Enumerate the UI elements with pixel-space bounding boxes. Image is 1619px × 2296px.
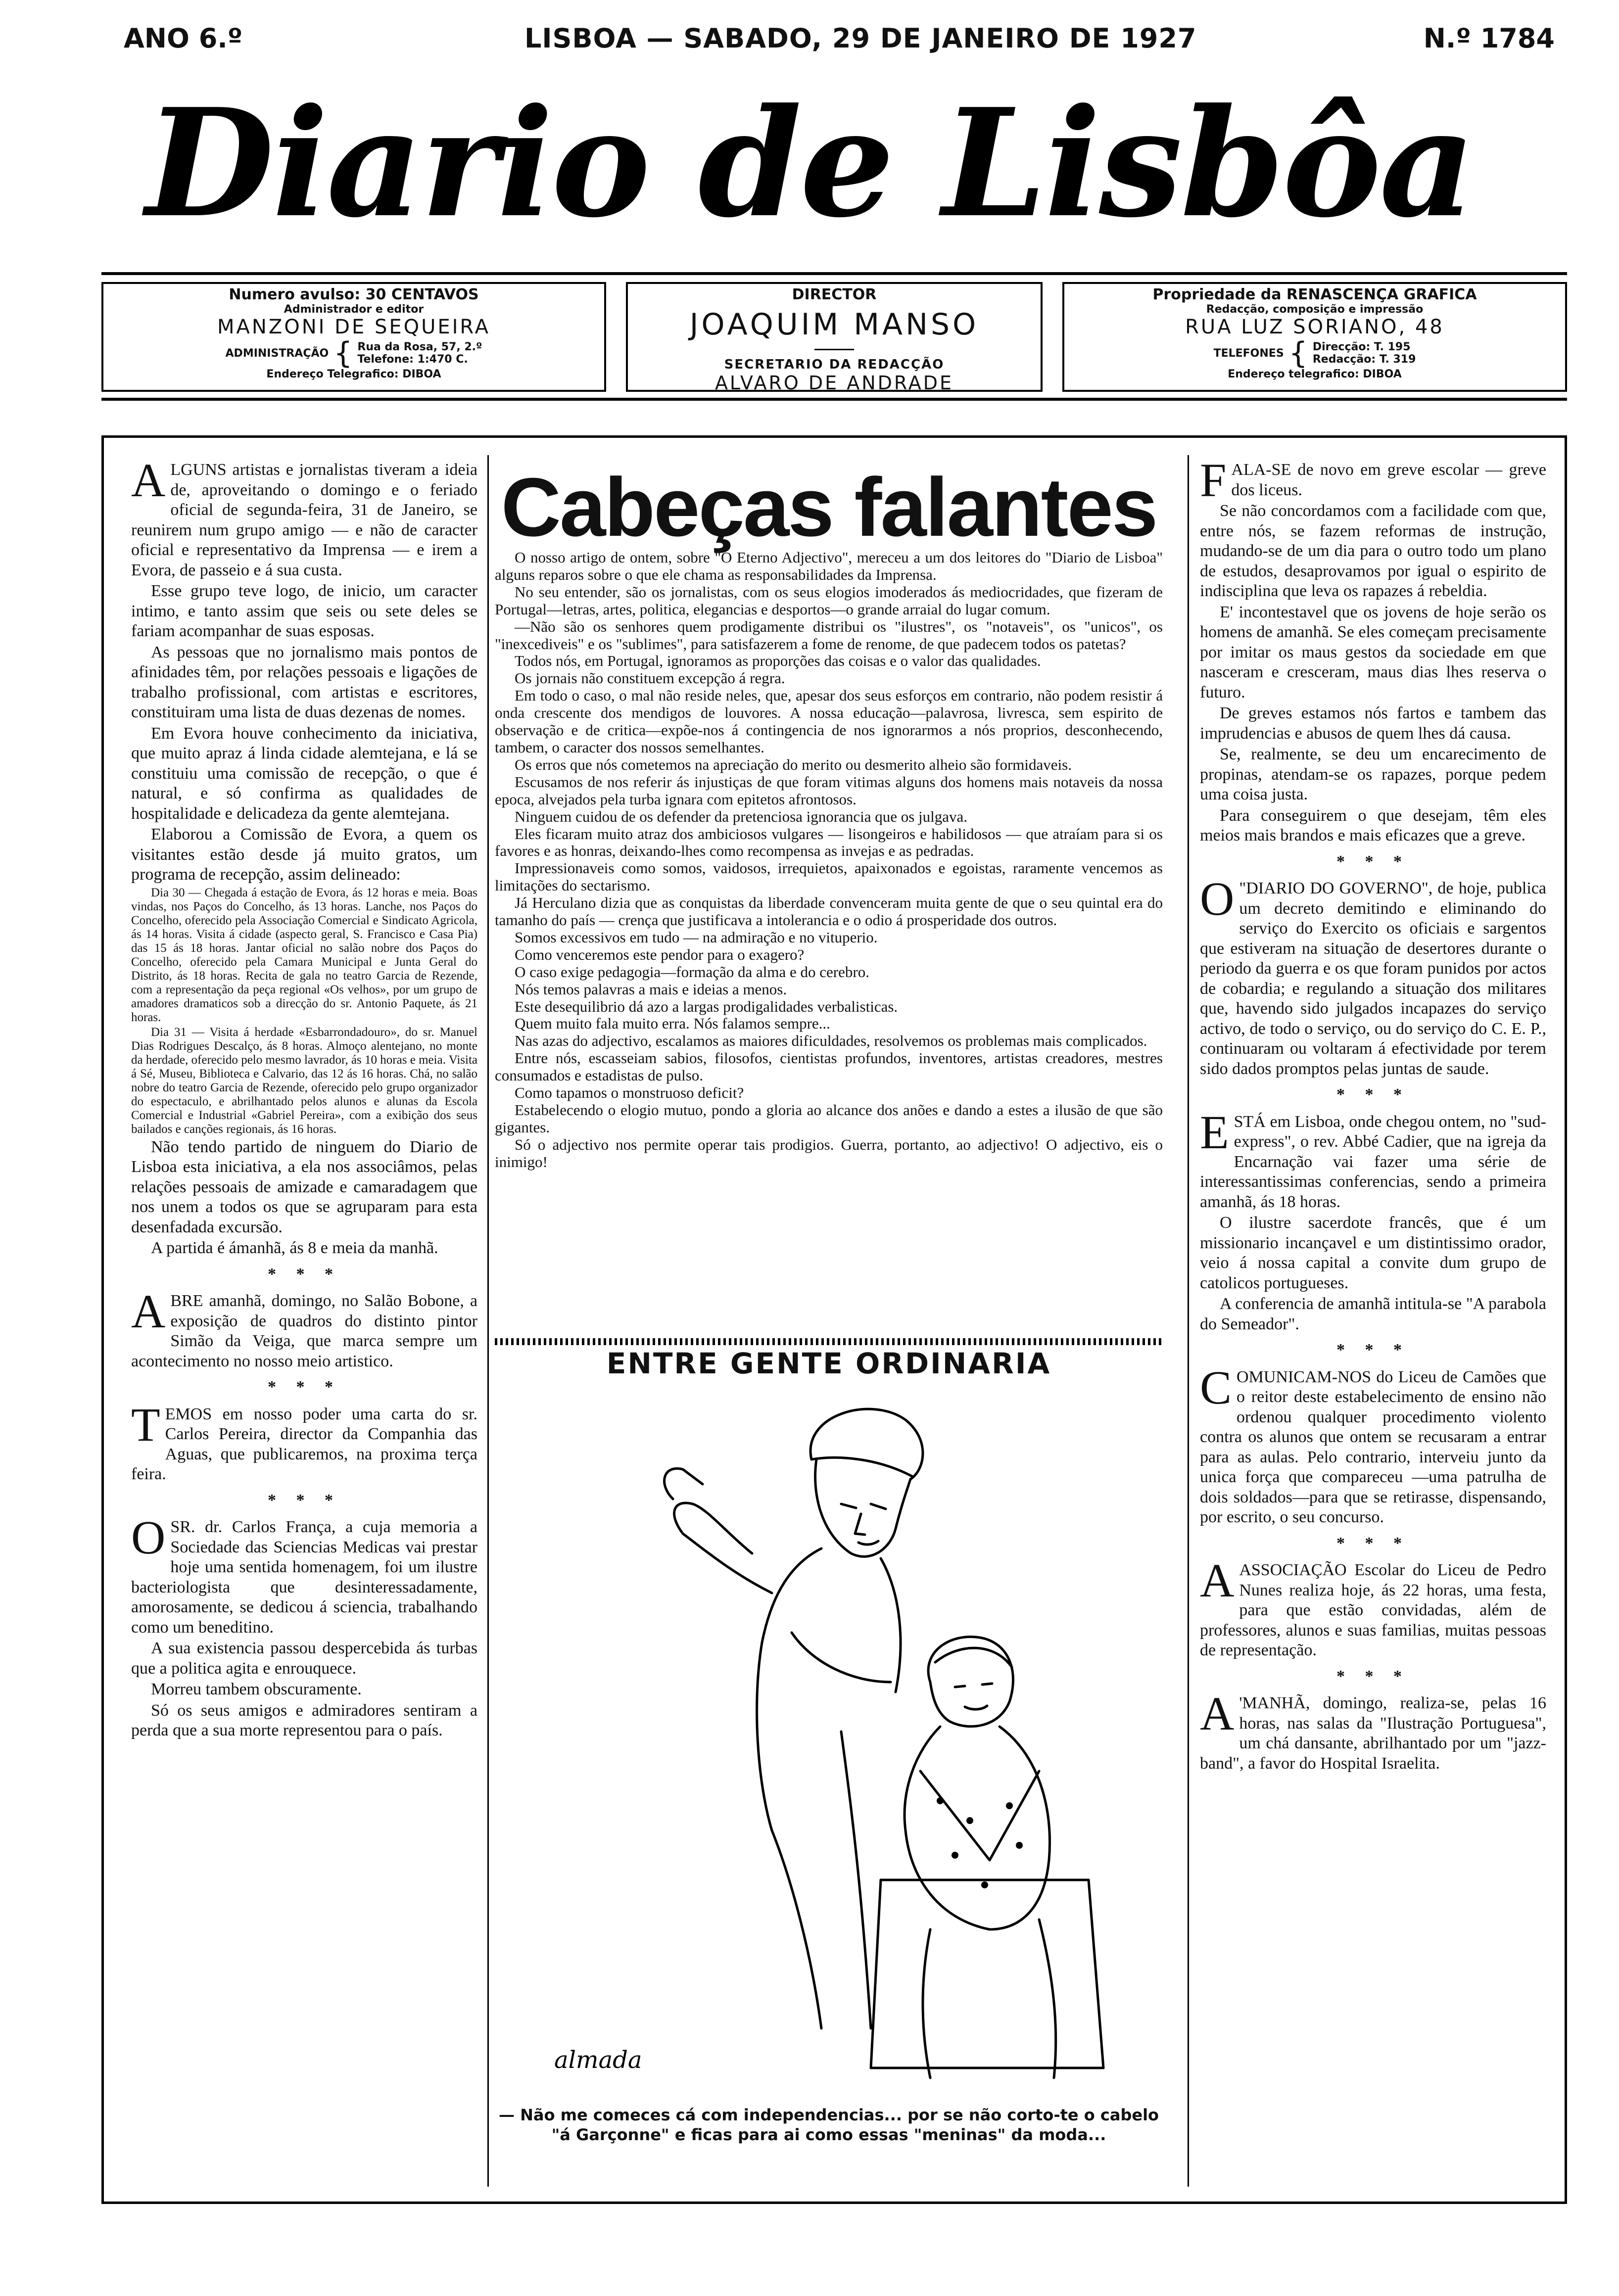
- article-abbe-cadier: ESTÁ em Lisboa, onde chegou ontem, no "sud-express", o rev. Abbé Cadier, que na igreja da Encarnação vai fazer uma série de interessantissimas conferencias, sendo a primeira amanhã, ás 18 horas.: [1200, 1105, 1546, 1211]
- cartoon-title: ENTRE GENTE ORDINARIA: [606, 1347, 1051, 1380]
- admin-box: [101, 282, 606, 392]
- cartoon-separator: [495, 1338, 1163, 1345]
- paragraph: Elaborou a Comissão de Evora, a quem os visitantes estão desde já muito gratos, um programa de recepção, assim delineado:: [131, 825, 477, 884]
- paragraph: Só os seus amigos e admiradores sentiram a perda que a sua morte representou para o país.: [131, 1701, 477, 1739]
- paragraph: Se, realmente, se deu um encarecimento de propinas, atendam-se os rapazes, porque pedem uma coisa justa.: [1200, 745, 1546, 803]
- section-separator: * * *: [1336, 1085, 1410, 1104]
- property-line: Propriedade da RENASCENÇA GRAFICA: [1152, 286, 1477, 303]
- section-separator: * * *: [268, 1491, 341, 1509]
- artist-signature: almada: [554, 2046, 642, 2074]
- section-separator: * * *: [1336, 1341, 1410, 1359]
- program-day-31: Dia 31 — Visita á herdade «Esbarrondadouro», do sr. Manuel Dias Rodrigues Descalço, ás 8 horas. Almoço alentejano, no monte da herdade, oferecido pelo mesmo lavrador, ás 10 horas e meia. Visita á Sé, Museu, Biblioteca e Calvario, das 12 ás 16 horas. Chá, no salão nobre do teatro Garcia de Rezende, oferecido pelo grupo organizador do espectaculo, e abrilhantado pelos alunos e alunas da Escola Comercial e Industrial «Gabriel Pereira», com a exibição dos seus bailados e canções regionais, ás 16 horas.: [131, 1025, 477, 1136]
- director-label: DIRECTOR: [792, 286, 877, 303]
- paragraph: Morreu tambem obscuramente.: [151, 1680, 362, 1698]
- admin-telegraph: Endereço Telegrafico: DIBOA: [266, 368, 441, 380]
- admin-address: ADMINISTRAÇÃO { Rua da Rosa, 57, 2.º Telefone: 1:470 C.: [225, 336, 482, 371]
- section-separator: * * *: [1336, 1534, 1410, 1552]
- article-exposition: ABRE amanhã, domingo, no Salão Bobone, a exposição de quadros do distinto pintor Simão da Veiga, que marca sempre um acontecimento no nosso meio artistico.: [131, 1285, 477, 1370]
- property-role: Redacção, composição e impressão: [1206, 303, 1424, 316]
- headline: Cabeças falantes: [501, 461, 1157, 554]
- article-cha-dansante: A 'MANHÃ, domingo, realiza-se, pelas 16 horas, nas salas da "Ilustração Portuguesa", um chá dansante, abrilhantado por um "jazz-band", a favor do Hospital Israelita.: [1200, 1687, 1546, 1773]
- dateline-bar: [0, 23, 1619, 57]
- article-evora-excursion: ALGUNS artistas e jornalistas tiveram a ideia de, aproveitando o domingo e o feriado oficial de segunda-feira, 31 de Janeiro, se reunirem num grupo amigo — e não de caracter oficial e representativo da Imprensa — e irem a Evora, de passeio e á sua custa.: [131, 454, 477, 579]
- cartoon-caption: — Não me comeces cá com independencias... por se não corto-te o cabelo "á Garçonne" e ficas para ai como essas "meninas" da moda...: [498, 2106, 1159, 2144]
- price-line: Numero avulso: 30 CENTAVOS: [229, 286, 479, 303]
- program-day-30: Dia 30 — Chegada á estação de Evora, ás 12 horas e meia. Boas vindas, nos Paços do Concelho, ás 13 horas. Lanche, nos Paços do Concelho, oferecido pela Associação Comercial e Sindicato Agricola, ás 14 horas. Visita á cidade (aspecto geral, S. Francisco e Casa Pia) das 15 ás 18 horas. Jantar oficial no salão nobre dos Paços do Concelho, oferecido pela Camara Municipal e Junta Geral do Distrito, ás 18 horas. Recita de gala no teatro Garcia de Rezende, com a representação da peça regional «Os velhos», por um grupo de amadores dramaticos sob a direcção do sr. Antonio Paquete, ás 21 horas.: [131, 886, 477, 1024]
- article-pedro-nunes: AASSOCIAÇÃO Escolar do Liceu de Pedro Nunes realiza hoje, ás 22 horas, uma festa, para que estão convidadas, além de professores, alunos e suas familias, muitas pessoas de representação.: [1200, 1554, 1546, 1659]
- property-address: RUA LUZ SORIANO, 48: [1185, 316, 1444, 338]
- column-rule-left: [487, 455, 489, 2187]
- shawl-stars: [937, 1797, 1023, 1888]
- masthead: Diario de Lisbôa: [145, 76, 1474, 250]
- section-separator: * * *: [268, 1265, 341, 1283]
- article-carlos-franca: OSR. dr. Carlos França, a cuja memoria a Sociedade das Sciencias Medicas vai prestar hoje uma sentida homenagem, foi um ilustre bacteriologista que desinteressadamente, amorosamente, se dedicou á sciencia, trabalhando como um beneditino.: [131, 1511, 477, 1637]
- right-column: [1200, 454, 1546, 1775]
- paragraph: De greves estamos nós fartos e tambem das imprudencias e abusos de quem lhes dá causa.: [1200, 704, 1546, 743]
- property-telegraph: Endereço telegrafico: DIBOA: [1228, 368, 1402, 380]
- paragraph: A conferencia de amanhã intitula-se "A parabola do Semeador".: [1200, 1295, 1546, 1333]
- section-separator: * * *: [1336, 1667, 1410, 1686]
- article-liceu-camoes: COMUNICAM-NOS do Liceu de Camões que o reitor deste estabelecimento de ensino não ordenou qualquer procedimento violento contra os alunos que ontem se recusaram a entrar para as aulas. Pelo contrario, interveiu junto da unica força que compareceu —uma patrulha de dois soldados—para que se retirasse, dispensando, por escrito, o seu concurso.: [1200, 1360, 1546, 1526]
- editorial-article: O nosso artigo de ontem, sobre "O Eterno Adjectivo", mereceu a um dos leitores do "Diario de Lisboa" alguns reparos sobre o que ele chama as responsabilidades da Imprensa. No seu entender, são os jornalistas, com os seus elogios imoderados ás mediocridades, que fizeram de Portugal—letras, artes, politica, elegancias e desportos—o grande arraial do lugar comum. —Não são os senhores quem prodigamente distribui os "ilustres", os "notaveis", os "unicos", os "inexcediveis" e os "sublimes", para satisfazerem a fome de renome, de que padecem todos os patetas? Todos nós, em Portugal, ignoramos as proporções das coisas e o valor das qualidades. Os jornais não constituem excepção á regra. Em todo o caso, o mal não reside neles, que, apesar dos seus esforços em contrario, não podem resistir á onda crescente dos mendigos de louvores. A nossa educação—palavrosa, livresca, sem espirito de observação e de critica—expõe-nos á contingencia de nos ignorarmos a nós proprios, desconhecendo, tambem, o caracter dos nossos semelhantes. Os erros que nós cometemos na apreciação do merito ou desmerito alheio são formidaveis. Escusamos de nos referir ás injustiças de que foram vitimas alguns dos homens mais notaveis da nossa epoca, alvejados pela turba ignara com epitetos afrontosos. Ninguem cuidou de os defender da pretenciosa ignorancia que os julgava. Eles ficaram muito atraz dos ambiciosos vulgares — lisongeiros e habilidosos — que atraíam para si os favores e as honras, deixando-lhes como recompensa as invejas e as pedradas. Impressionaveis como somos, vaidosos, irrequietos, apaixonados e egoistas, raramente vencemos as limitações do sectarismo. Já Herculano dizia que as conquistas da liberdade convenceram muita gente de que o seu quintal era do tamanho do país — crença que justificava a intolerancia e o odio á prosperidade dos outros. Somos excessivos em tudo — na admiração e no vituperio. Como venceremos este pendor para o exagero? O caso exige pedagogia—formação da alma e do cerebro. Nós temos palavras a mais e ideias a menos. Este desequilibrio dá azo a largas prodigalidades verbalisticas. Quem muito fala muito erra. Nós falamos sempre... Nas azas do adjectivo, escalamos as maiores dificuldades, resolvemos os problemas mais complicados. Entre nós, escasseiam sabios, filosofos, cientistas profundos, inventores, artistas creadores, mestres consumados e estadistas de pulso. Como tapamos o monstruoso deficit? Estabelecendo o elogio mutuo, pondo a gloria ao alcance dos anões e dando a estes a ilusão de que são gigantes. Só o adjectivo nos permite operar tais prodigios. Guerra, portanto, ao adjectivo! O adjectivo, eis o inimigo!: [495, 549, 1163, 1171]
- paragraph: Para conseguirem o que desejam, têm eles meios mais brandos e mais eficazes que a greve.: [1200, 806, 1546, 844]
- paragraph: O ilustre sacerdote francês, que é um missionario incançavel e um distintissimo orador, veio á nossa capital a convite dum grupo de catolicos portugueses.: [1200, 1214, 1546, 1292]
- article-letter: TEMOS em nosso poder uma carta do sr. Carlos Pereira, director da Companhia das Aguas, que publicaremos, na proxima terça feira.: [131, 1398, 477, 1483]
- secretary-name: ALVARO DE ANDRADE: [714, 372, 954, 394]
- info-bar: [101, 272, 1567, 401]
- year-of-publication: ANO 6.º: [124, 23, 243, 54]
- admin-role: Administrador e editor: [284, 303, 424, 316]
- paragraph: Em Evora houve conhecimento da iniciativa, que muito apraz á linda cidade alemtejana, e lá se constituiu uma comissão de recepção, o que é natural, e só confirma as qualidades de hospitalidade e delicadeza da gente alemtejana.: [131, 724, 477, 823]
- dateline: LISBOA — SABADO, 29 DE JANEIRO DE 1927: [524, 23, 1197, 54]
- issue-number: N.º 1784: [1423, 23, 1555, 54]
- left-column: [131, 454, 477, 1742]
- section-separator: * * *: [1336, 852, 1410, 871]
- article-school-strike: FALA-SE de novo em greve escolar — greve dos liceus.: [1200, 454, 1546, 507]
- secretary-label: SECRETARIO DA REDACÇÃO: [724, 357, 945, 372]
- property-box: [1062, 282, 1567, 392]
- cartoon-illustration: [495, 1385, 1163, 2103]
- divider: [814, 349, 854, 350]
- director-box: [626, 282, 1043, 392]
- column-rule-right: [1188, 455, 1189, 2187]
- paragraph: Se não concordamos com a facilidade com que, entre nós, se fazem reformas de instrução, mudando-se de um dia para o outro todo um plano de estudos, desaprovamos por igual o espirito de indisciplina que leva os rapazes á rebeldia.: [1200, 502, 1546, 600]
- paragraph: Esse grupo teve logo, de inicio, um caracter intimo, e tanto assim que seis ou sete deles se fariam acompanhar de suas esposas.: [131, 582, 477, 640]
- property-phones: TELEFONES { Direcção: T. 195 Redacção: T. 319: [1213, 336, 1416, 371]
- director-name: JOAQUIM MANSO: [689, 307, 979, 342]
- paragraph: As pessoas que no jornalismo mais pontos de afinidades têm, por relações pessoais e ligações de trabalho profissional, com artistas e escritores, constituiram uma lista de duas dezenas de nomes.: [131, 643, 477, 721]
- paragraph: A sua existencia passou despercebida ás turbas que a politica agita e enrouquece.: [131, 1639, 477, 1678]
- paragraph: Não tendo partido de ninguem do Diario de Lisboa esta iniciativa, a ela nos associâmos, pelas relações pessoais de amizade e camaradagem que nos unem a todos os que se agruparam para esta desenfadada excursão.: [131, 1137, 477, 1236]
- article-diario-governo: O "DIARIO DO GOVERNO", de hoje, publica um decreto demitindo e eliminando do serviço do Exercito os oficiais e sargentos que estiveram na situação de desertores durante o periodo da guerra e os que foram punidos por actos de cobardia; e regulando a situação dos militares que, havendo sido julgados incapazes do serviço activo, de todo o serviço, ou do serviço do C. E. P., continuaram ou voltaram á efectividade por terem sido dados promptos pelas juntas de saude.: [1200, 872, 1546, 1078]
- admin-name: MANZONI DE SEQUEIRA: [217, 316, 490, 338]
- paragraph: A partida é ámanhã, ás 8 e meia da manhã.: [151, 1239, 438, 1257]
- paragraph: E' incontestavel que os jovens de hoje serão os homens de amanhã. Se eles começam precisamente por imitar os maus gestos da sociedade em que nasceram e cresceram, maus dias lhes reserva o futuro.: [1200, 603, 1546, 702]
- section-separator: * * *: [268, 1378, 341, 1396]
